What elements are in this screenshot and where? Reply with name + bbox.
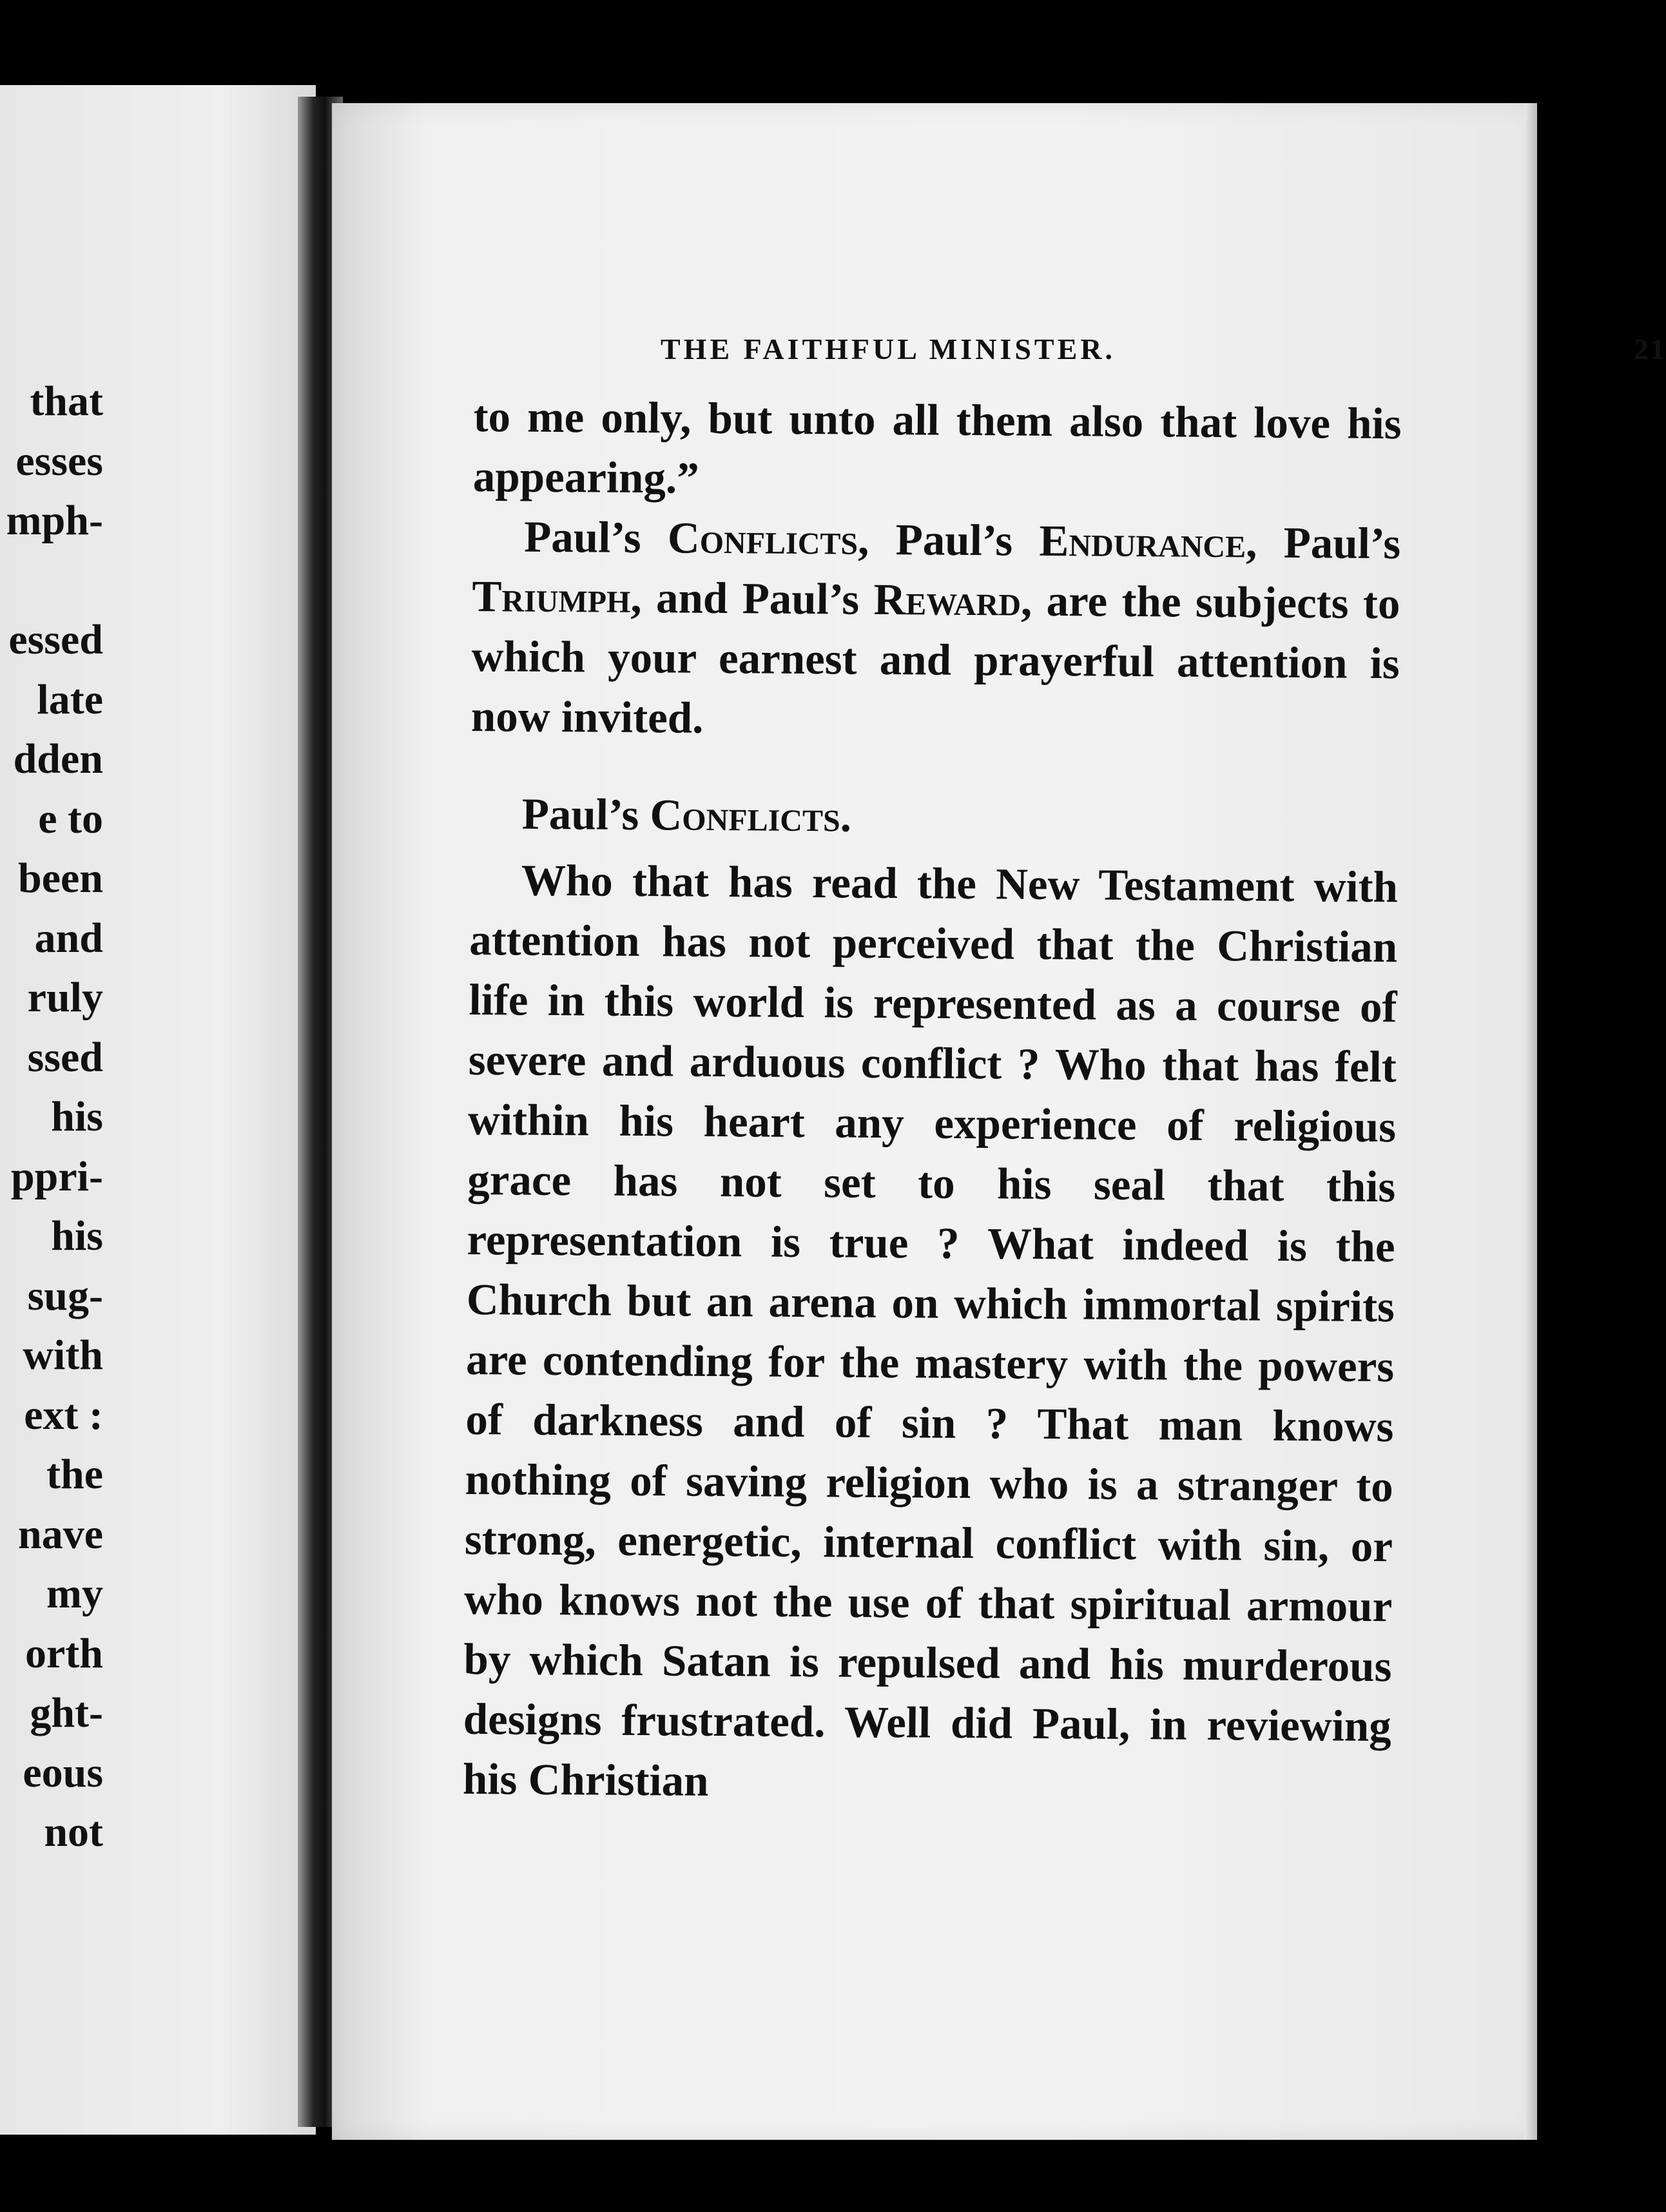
left-line: ppri- xyxy=(10,1152,103,1200)
left-line: ght- xyxy=(30,1689,103,1736)
left-line: and xyxy=(34,914,103,962)
text-run: , are the subjects to which your earnest and prayerful attention is now invited. xyxy=(470,576,1400,742)
text-run: Paul’s xyxy=(521,789,650,840)
left-line: been xyxy=(18,855,103,902)
left-line: mph- xyxy=(6,497,103,544)
left-line: dden xyxy=(13,735,103,782)
text-run: , Paul’s xyxy=(857,514,1040,565)
left-line: nave xyxy=(18,1510,103,1558)
left-line: ssed xyxy=(27,1033,103,1081)
small-caps-term: Triumph xyxy=(472,571,631,622)
small-caps-term: Conflicts xyxy=(667,513,858,564)
paragraph: Who that has read the New Testament with attention has not perceived that the Christian life in this world is represented as a course of severe and arduous conflict ? Who that has felt within his heart any experience of religious grace has not set to his seal that this representation is true ? What indeed is the Church but an arena on which immortal spirits are contending for the mastery with the powers of darkness and of sin ? That man knows nothing of saving religion who is a stranger to strong, energetic, internal conflict with sin, or who knows not the use of that spiritual armour by which Satan is repulsed and his murderous designs frustrated. Well did Paul, in reviewing his Christian xyxy=(462,855,1399,1805)
right-page xyxy=(332,103,1666,2140)
left-line: his xyxy=(51,1093,103,1140)
left-line: sug- xyxy=(27,1272,103,1319)
left-line: that xyxy=(30,378,103,425)
left-line: esses xyxy=(15,437,103,485)
left-line: not xyxy=(44,1809,103,1856)
left-line: eous xyxy=(23,1749,103,1796)
left-line: e to xyxy=(38,795,103,842)
small-caps-term: Reward xyxy=(873,574,1022,625)
left-line: orth xyxy=(25,1629,103,1677)
left-line xyxy=(0,551,103,611)
small-caps-term: Conflicts xyxy=(650,790,841,841)
left-page xyxy=(0,85,316,2135)
text-run: , Paul’s xyxy=(1245,518,1401,568)
left-line: with xyxy=(23,1332,103,1379)
body-text xyxy=(463,387,1402,1816)
text-run: Paul’s xyxy=(523,512,668,563)
paragraph xyxy=(471,507,1401,753)
text-run: . xyxy=(840,791,852,841)
running-head-title: THE FAITHFUL MINISTER. xyxy=(661,333,1116,365)
left-line: ext : xyxy=(24,1391,103,1439)
text-run: , and Paul’s xyxy=(630,572,874,624)
section-heading xyxy=(470,784,1399,851)
left-line: his xyxy=(51,1212,103,1259)
left-line: my xyxy=(46,1570,103,1617)
left-line: ruly xyxy=(27,974,103,1021)
page-number: 21 xyxy=(1634,333,1666,365)
small-caps-term: Endurance xyxy=(1039,516,1246,567)
left-line: the xyxy=(46,1451,103,1498)
left-line: essed xyxy=(8,616,103,663)
left-page-text xyxy=(0,372,103,1863)
paragraph: to me only, but unto all them also that love his appearing.” xyxy=(472,391,1402,503)
left-line: late xyxy=(37,675,103,723)
